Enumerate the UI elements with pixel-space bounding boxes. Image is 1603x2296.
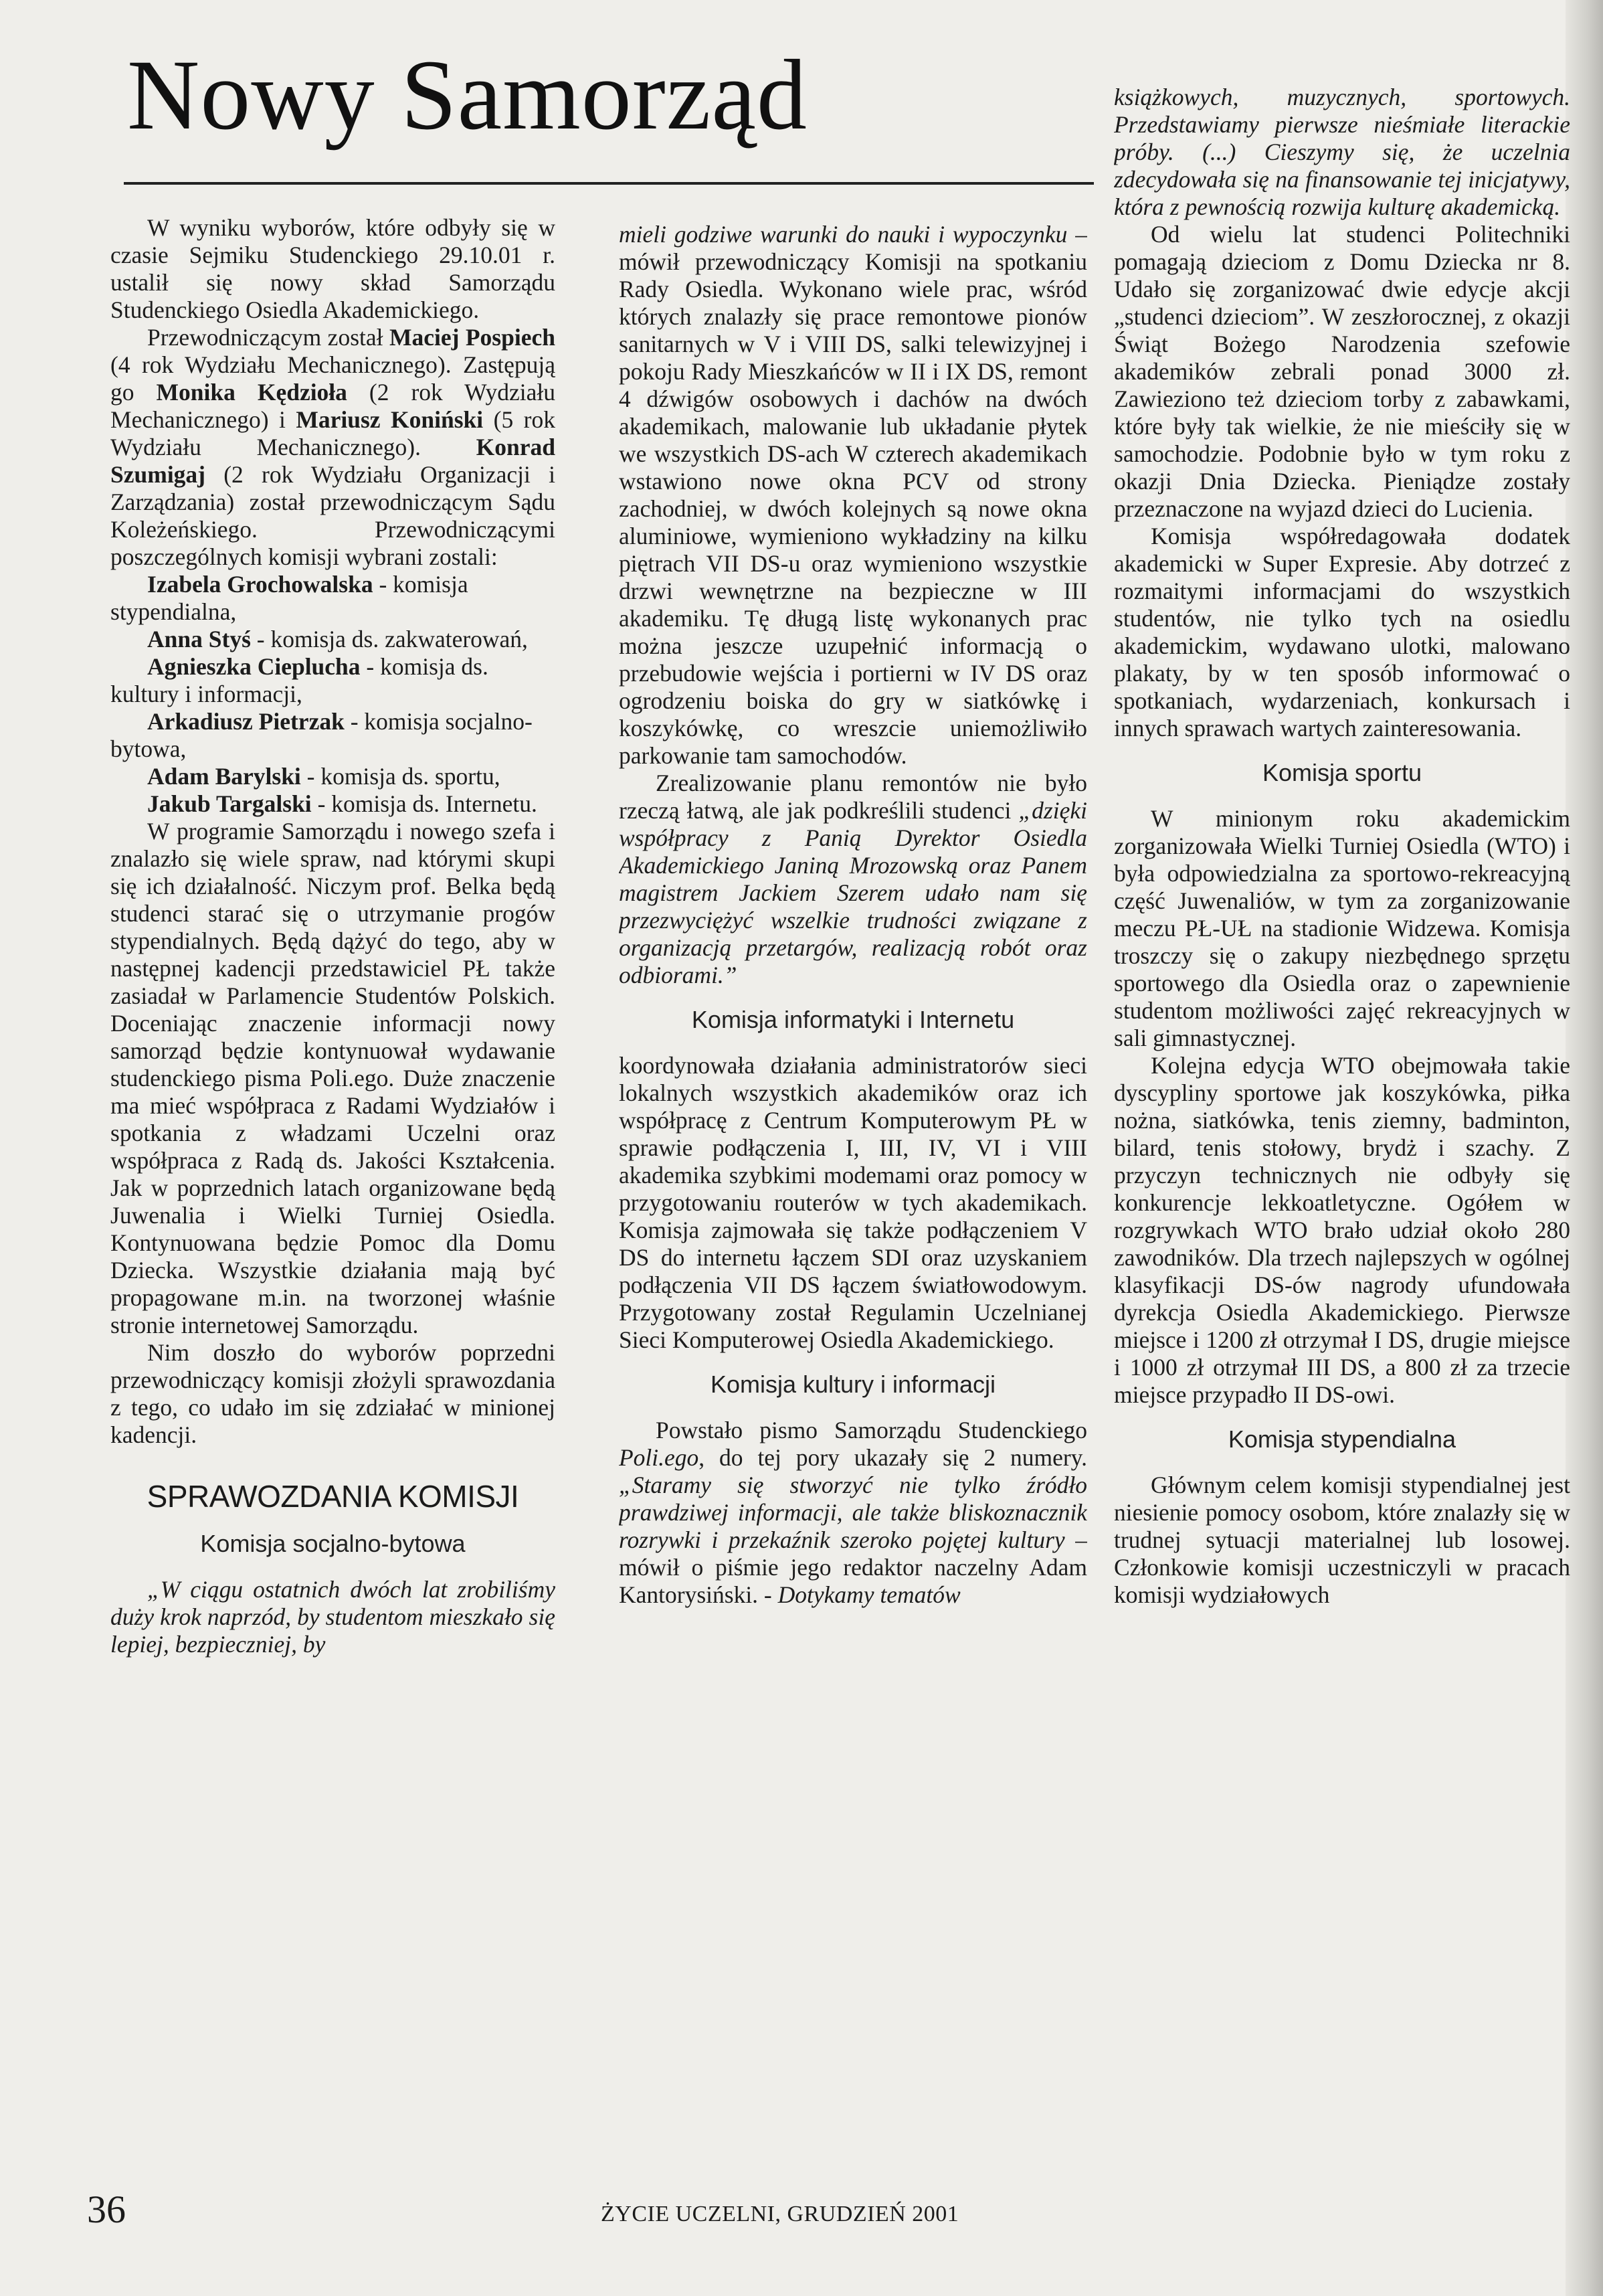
member-item: Agnieszka Cieplucha - komisja ds. kultury i informacji, (110, 653, 488, 707)
paragraph-sport: W minionym roku akademickim zorganizowała Wielki Turniej Osiedla (WTO) i była odpowiedzialna za sportowo-rekreacyjną część Juwenaliów, w tym za zorganizowanie meczu PŁ-UŁ na stadionie Widzewa. Komisja troszczy się o zakupy niezbędnego sprzętu sportowego dla Osiedla oraz o zapewnienie studentom możliwości zajęć rekreacyjnych w sali gimnastycznej. (1114, 805, 1570, 1051)
paragraph-internet: koordynowała działania administratorów sieci lokalnych wszystkich akademików oraz ich współpracę z Centrum Komputerowym PŁ w sprawie podłączenia I, III, IV, VI i VIII akademika szybkimi modemami oraz pomocy w przygotowaniu routerów w tych akademikach. Komisja zajmowała się także podłączeniem V DS do internetu łączem SDI oraz uzyskaniem podłączenia VII DS łączem światłowodowym. Przygotowany został Regulamin Uczelnianej Sieci Komputerowej Osiedla Akademickiego. (619, 1052, 1087, 1353)
paragraph-renovation-quote: Zrealizowanie planu remontów nie było rzeczą łatwą, ale jak podkreślili studenci „dzięki współpracy z Panią Dyrektor Osiedla Akademickiego Janiną Mrozowską oraz Panem magistrem Jackiem Szerem udało nam się przezwyciężyć wszelkie trudności związane z organizacją przetargów, realizacją robót oraz odbiorami.” (619, 770, 1087, 988)
section-heading-social: Komisja socjalno-bytowa (200, 1530, 466, 1557)
name-szumigaj: Konrad Szumigaj (110, 434, 555, 488)
section-heading-internet: Komisja informatyki i Internetu (691, 1006, 1015, 1033)
paragraph-reports-intro: Nim doszło do wyborów poprzedni przewodniczący komisji złożyli sprawozdania z tego, co udało im się zdziałać w minionej kadencji. (110, 1339, 555, 1448)
paragraph-social: „W ciągu ostatnich dwóch lat zrobiliśmy duży krok naprzód, by studentom mieszkało się lepiej, bezpieczniej, by (110, 1576, 555, 1658)
paragraph-board: Przewodniczącym został Maciej Pospiech (4 rok Wydziału Mechanicznego). Zastępują go Monika Kędzioła (2 rok Wydziału Mechanicznego) i Mariusz Koniński (5 rok Wydziału Mechanicznego). Konrad Szumigaj (2 rok Wydziału Organizacji i Zarządzania) został przewodniczącym Sądu Koleżeńskiego. Przewodniczącymi poszczególnych komisji wybrani zostali: (110, 324, 555, 570)
scan-edge-shadow (1566, 0, 1603, 2296)
name-koninski: Mariusz Koniński (296, 406, 484, 433)
article-title: Nowy Samorząd (127, 39, 808, 151)
member-item: Anna Styś - komisja ds. zakwaterowań, (147, 626, 528, 652)
paragraph-elections: W wyniku wyborów, które odbyły się w czasie Sejmiku Studenckiego 29.10.01 r. ustalił się nowy skład Samorządu Studenckiego Osiedla Akademickiego. (110, 214, 555, 323)
section-heading-culture: Komisja kultury i informacji (710, 1371, 996, 1398)
column-2 (619, 221, 1087, 2155)
paragraph-renovations: mieli godziwe warunki do nauki i wypoczynku – mówił przewodniczący Komisji na spotkaniu Rady Osiedla. Wykonano wiele prac, wśród których znalazły się prace remontowe pionów sanitarnych w V i VIII DS, salki telewizyjnej i pokoju Rady Mieszkańców w II i IX DS, remont 4 dźwigów osobowych i dachów na dwóch akademikach, malowanie lub układanie płytek we wszystkich DS-ach W czterech akademikach wstawiono nowe okna PCV od strony zachodniej, w dwóch kolejnych są nowe okna aluminiowe, wymieniono wykładziny na kilku piętrach VII DS-u oraz wymieniono wszystkie drzwi wewnętrzne na bezpieczne w III akademiku. Tę długą listę wykonanych prac można jeszcze uzupełnić informacją o przebudowie wejścia i portierni w IV DS oraz ogrodzeniu boiska do gry w siatkówkę i koszykówkę, co wreszcie uniemożliwiło parkowanie tam samochodów. (619, 221, 1087, 769)
section-heading-sport: Komisja sportu (1262, 759, 1422, 786)
paragraph-super-express: Komisja współredagowała dodatek akademicki w Super Expresie. Aby dotrzeć z rozmaitymi informacjami do wszystkich studentów, nie tylko tych na osiedlu akademickim, wydawano ulotki, malowano plakaty, by w ten sposób informować o spotkaniach, wydarzeniach, konkursach i innych sprawach wartych zainteresowania. (1114, 523, 1570, 741)
title-rule (124, 182, 1094, 185)
page-number: 36 (87, 2188, 126, 2231)
column-1 (110, 214, 555, 2175)
member-item: Adam Barylski - komisja ds. sportu, (147, 763, 500, 790)
paragraph-wto: Kolejna edycja WTO obejmowała takie dyscypliny sportowe jak koszykówka, piłka nożna, siatkówka, tenis ziemny, badminton, bilard, tenis stołowy, brydż i szachy. Z przyczyn technicznych nie odbyły się konkurencje lekkoatletyczne. Ogółem w rozgrywkach WTO brało udział około 280 zawodników. Dla trzech najlepszych w ogólnej klasyfikacji DS-ów nagrody ufundowała dyrekcja Osiedla Akademickiego. Pierwsze miejsce i 1200 zł otrzymał I DS, drugie miejsce i 1000 zł otrzymał III DS, a 800 zł za trzecie miejsce przypadło II DS-owi. (1114, 1052, 1570, 1408)
name-pospiech: Maciej Pospiech (389, 324, 555, 351)
member-item: Izabela Grochowalska - komisja stypendialna, (110, 571, 468, 625)
paragraph-culture-quote: książkowych, muzycznych, sportowych. Przedstawiamy pierwsze nieśmiałe literackie próby. (...) Cieszymy się, że uczelnia zdecydowała się na finansowanie tej inicjatywy, która z pewnością rozwija kulturę akademicką. (1114, 84, 1570, 220)
member-item: Jakub Targalski - komisja ds. Internetu. (147, 790, 537, 817)
paragraph-culture: Powstało pismo Samorządu Studenckiego Poli.ego, do tej pory ukazały się 2 numery. „Staramy się stworzyć nie tylko źródło prawdziwej informacji, ale także bliskoznacznik rozrywki i przekaźnik szeroko pojętej kultury – mówił o piśmie jego redaktor naczelny Adam Kantorysiński. - Dotykamy tematów (619, 1417, 1087, 1608)
paragraph-program: W programie Samorządu i nowego szefa i znalazło się wiele spraw, nad którymi skupi się ich działalność. Niczym prof. Belka będą studenci starać się o utrzymanie progów stypendialnych. Będą dążyć do tego, aby w następnej kadencji przedstawiciel PŁ także zasiadał w Parlamencie Studentów Polskich. Doceniając znaczenie informacji nowy samorząd będzie kontynuował wydawanie studenckiego pisma Poli.ego. Duże znaczenie ma mieć współpraca z Radami Wydziałów i spotkania z władzami Uczelni oraz współpraca z Radą ds. Jakości Kształcenia. Jak w poprzednich latach organizowane będą Juwenalia i Wielki Turniej Osiedla. Kontynuowana będzie Pomoc dla Domu Dziecka. Wszystkie działania mają być propagowane m.in. na tworzonej właśnie stronie internetowej Samorządu. (110, 818, 555, 1338)
column-3 (1114, 84, 1570, 2172)
member-item: Arkadiusz Pietrzak - komisja socjalno-bytowa, (110, 708, 533, 762)
paragraph-orphanage: Od wielu lat studenci Politechniki pomagają dzieciom z Domu Dziecka nr 8. Udało się zorganizować dwie edycje akcji „studenci dzieciom”. W zeszłorocznej, z okazji Świąt Bożego Narodzenia szefowie akademików zebrali ponad 3000 zł. Zawieziono też dzieciom torby z zabawkami, które były tak wielkie, że nie mieściły się w samochodzie. Podobnie było w tym roku z okazji Dnia Dziecka. Pieniądze zostały przeznaczone na wyjazd dzieci do Lucienia. (1114, 221, 1570, 522)
section-heading-scholarship: Komisja stypendialna (1228, 1425, 1456, 1453)
name-kedziola: Monika Kędzioła (156, 379, 347, 406)
publication-footer: ŻYCIE UCZELNI, GRUDZIEŃ 2001 (601, 2202, 959, 2226)
paragraph-scholarship: Głównym celem komisji stypendialnej jest niesienie pomocy osobom, które znalazły się w trudnej sytuacji materialnej lub losowej. Członkowie komisji uczestniczyli w pracach komisji wydziałowych (1114, 1472, 1570, 1608)
reports-heading: SPRAWOZDANIA KOMISJI (147, 1479, 519, 1514)
